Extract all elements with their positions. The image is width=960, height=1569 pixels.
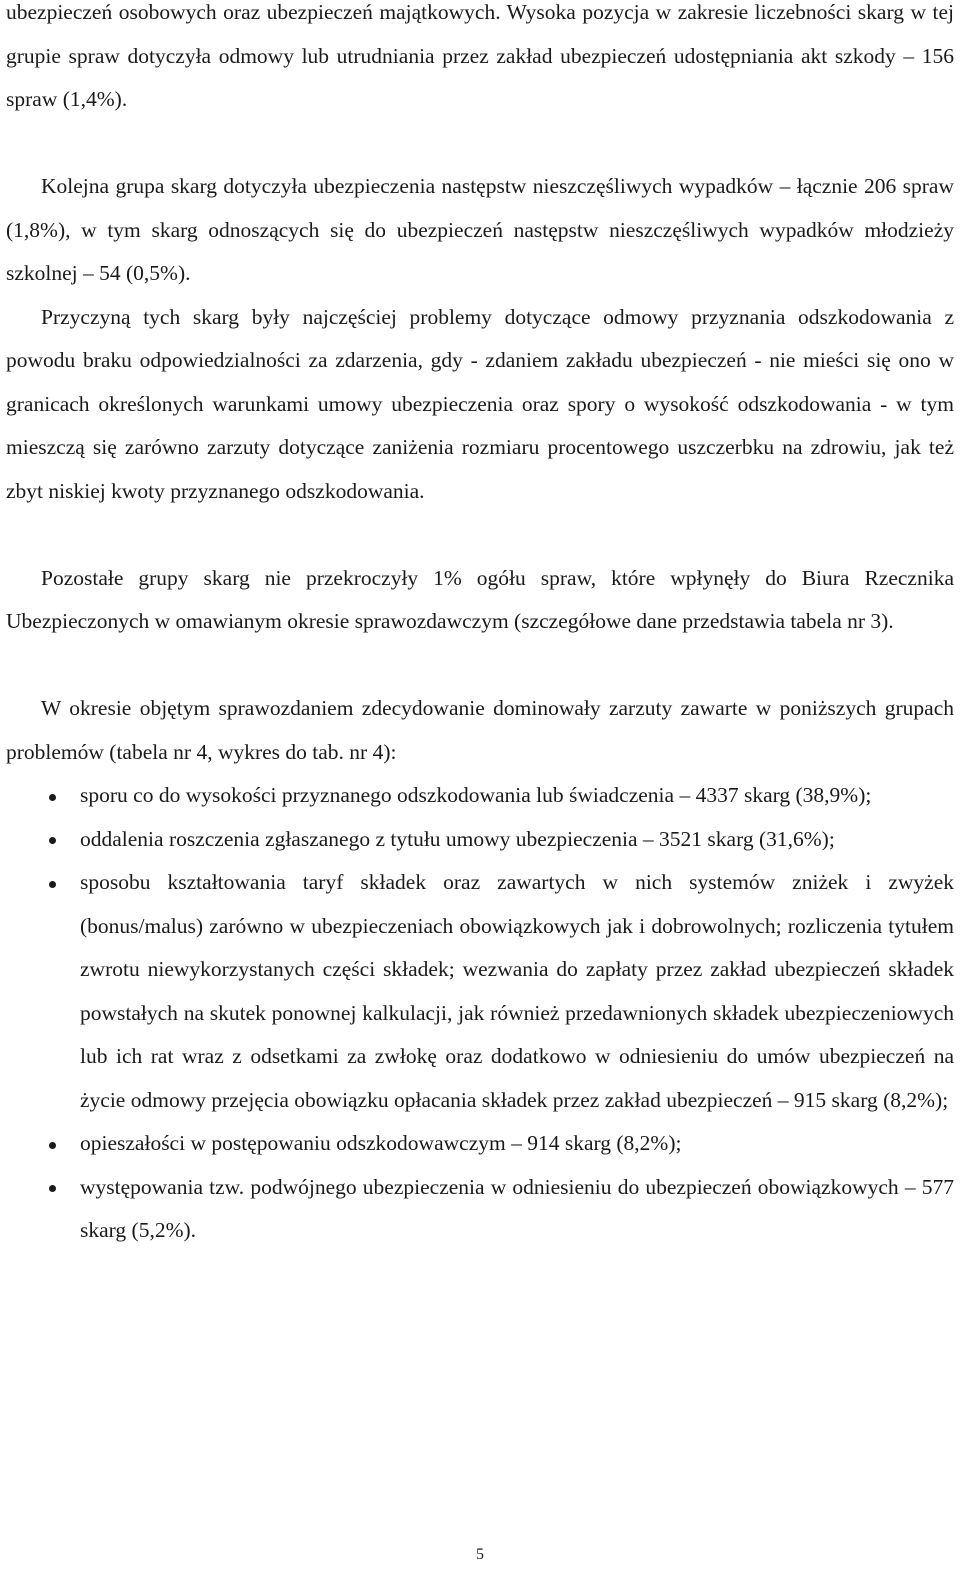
list-item (6, 1122, 954, 1166)
paragraph-dominant-issues: W okresie objętym sprawozdaniem zdecydowanie dominowały zarzuty zawarte w poniższych grupach problemów (tabela nr 4, wykres do tab. nr 4): (6, 696, 954, 764)
paragraph-accident-insurance: Kolejna grupa skarg dotyczyła ubezpieczenia następstw nieszczęśliwych wypadków – łącznie 206 spraw (1,8%), w tym skarg odnoszących się do ubezpieczeń następstw nieszczęśliwych wypadków młodzieży szkolnej – 54 (0,5%). (6, 174, 954, 285)
list-item-text: sporu co do wysokości przyznanego odszkodowania lub świadczenia – 4337 skarg (38,9%); (80, 783, 872, 807)
paragraph-gap (6, 644, 954, 688)
list-item (6, 774, 954, 818)
page-number: 5 (476, 1546, 484, 1563)
list-item-text: występowania tzw. podwójnego ubezpieczenia w odniesieniu do ubezpieczeń obowiązkowych – 577 skarg (5,2%). (80, 1174, 954, 1242)
paragraph-other-groups: Pozostałe grupy skarg nie przekroczyły 1% ogółu spraw, które wpłynęły do Biura Rzecznika Ubezpieczonych w omawianym okresie sprawozdawczym (szczegółowe dane przedstawia tabela nr 3). (6, 565, 954, 633)
paragraph-continued: ubezpieczeń osobowych oraz ubezpieczeń majątkowych. Wysoka pozycja w zakresie liczebności skarg w tej grupie spraw dotyczyła odmowy lub utrudniania przez zakład ubezpieczeń udostępniania akt szkody – 156 spraw (1,4%). (6, 0, 954, 111)
issue-list (6, 774, 954, 1253)
paragraph-gap (6, 122, 954, 166)
bullet-icon (42, 861, 62, 905)
list-item-text: oddalenia roszczenia zgłaszanego z tytułu umowy ubezpieczenia – 3521 skarg (31,6%); (80, 826, 835, 851)
bullet-icon (42, 1122, 62, 1166)
list-item-text: opieszałości w postępowaniu odszkodowawczym – 914 skarg (8,2%); (80, 1131, 682, 1155)
paragraph-complaint-causes: Przyczyną tych skarg były najczęściej problemy dotyczące odmowy przyznania odszkodowania z powodu braku odpowiedzialności za zdarzenia, gdy - zdaniem zakładu ubezpieczeń - nie mieści się ono w granicach określonych warunkami umowy ubezpieczenia oraz spory o wysokość odszkodowania - w tym mieszczą się zarówno zarzuty dotyczące zaniżenia rozmiaru procentowego uszczerbku na zdrowiu, jak też zbyt niskiej kwoty przyznanego odszkodowania. (6, 304, 954, 503)
bullet-icon (42, 1166, 62, 1210)
list-item (6, 861, 954, 1122)
list-item-text: sposobu kształtowania taryf składek oraz zawartych w nich systemów zniżek i zwyżek (bonus/malus) zarówno w ubezpieczeniach obowiązkowych jak i dobrowolnych; rozliczenia tytułem zwrotu niewykorzystanych części składek; wezwania do zapłaty przez zakład ubezpieczeń składek powstałych na skutek ponownej kalkulacji, jak również przedawnionych składek ubezpieczeniowych lub ich rat wraz z odsetkami za zwłokę oraz dodatkowo w odniesieniu do umów ubezpieczeń na życie odmowy przejęcia obowiązku opłacania składek przez zakład ubezpieczeń – 915 skarg (8,2%); (80, 870, 954, 1112)
bullet-icon (42, 818, 62, 862)
list-item (6, 1166, 954, 1253)
paragraph-gap (6, 513, 954, 557)
bullet-icon (42, 774, 62, 818)
list-item (6, 818, 954, 862)
document-page (6, 0, 954, 1253)
